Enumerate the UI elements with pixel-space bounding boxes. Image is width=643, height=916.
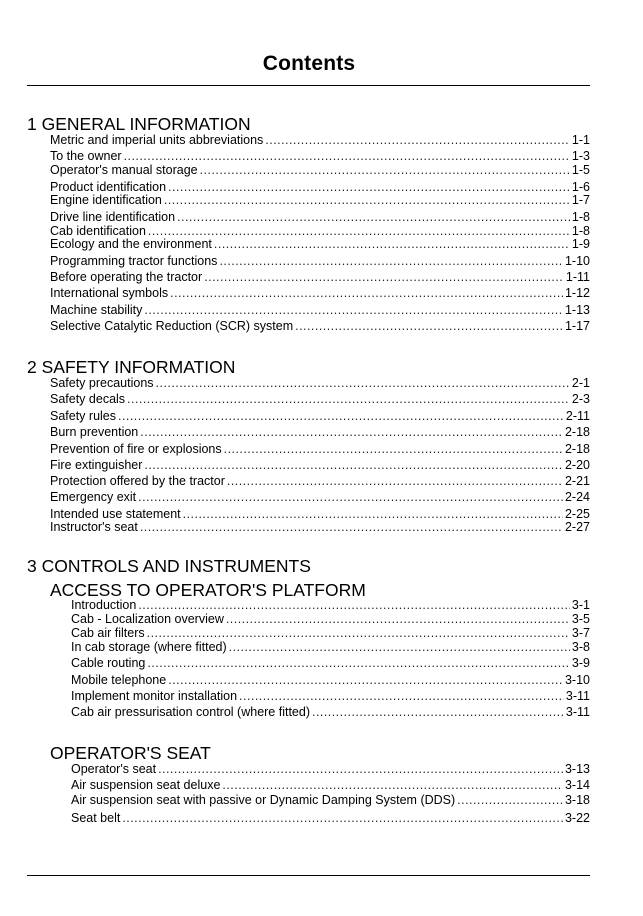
- leader-dots: [144, 458, 563, 472]
- toc-entry-label: Metric and imperial units abbreviations: [50, 133, 264, 147]
- toc-entry[interactable]: [50, 210, 590, 224]
- toc-entry-page: 2-11: [565, 409, 590, 423]
- toc-entry-page: 1-7: [571, 193, 590, 207]
- toc-entry-page: 3-18: [564, 793, 590, 807]
- toc-entry-page: 2-25: [564, 507, 590, 521]
- toc-entry[interactable]: [50, 133, 590, 147]
- toc-entry-label: Safety rules: [50, 409, 117, 423]
- toc-entry-page: 3-1: [571, 598, 590, 612]
- leader-dots: [138, 598, 570, 612]
- toc-entry[interactable]: [71, 598, 590, 612]
- toc-entry-label: Fire extinguisher: [50, 458, 143, 472]
- leader-dots: [147, 656, 570, 670]
- leader-dots: [219, 254, 563, 268]
- toc-entry-page: 1-17: [564, 319, 590, 333]
- leader-dots: [224, 442, 563, 456]
- leader-dots: [214, 237, 570, 251]
- toc-entry-label: Burn prevention: [50, 425, 139, 439]
- leader-dots: [144, 303, 563, 317]
- toc-entry[interactable]: [50, 286, 590, 300]
- toc-entry-page: 1-3: [571, 149, 590, 163]
- toc-entry-page: 1-8: [571, 210, 590, 224]
- toc-entry[interactable]: [71, 612, 590, 626]
- toc-entry[interactable]: [71, 793, 590, 807]
- toc-entry-label: To the owner: [50, 149, 122, 163]
- toc-entry[interactable]: [50, 376, 590, 390]
- toc-entry-page: 3-8: [571, 640, 590, 654]
- toc-entry-page: 1-6: [571, 180, 590, 194]
- leader-dots: [295, 319, 563, 333]
- toc-entry-label: Operator's seat: [71, 762, 157, 776]
- toc-entry-page: 3-13: [564, 762, 590, 776]
- leader-dots: [127, 392, 570, 406]
- toc-entry-label: Selective Catalytic Reduction (SCR) system: [50, 319, 294, 333]
- leader-dots: [312, 705, 564, 719]
- toc-entry-label: Engine identification: [50, 193, 162, 207]
- toc-entry-page: 1-1: [571, 133, 590, 147]
- leader-dots: [164, 193, 570, 207]
- toc-entry-label: International symbols: [50, 286, 169, 300]
- leader-dots: [457, 793, 563, 807]
- toc-entry[interactable]: [71, 689, 590, 703]
- toc-entry-page: 3-11: [565, 689, 590, 703]
- toc-entry-page: 1-8: [571, 224, 590, 238]
- toc-entry-page: 3-9: [571, 656, 590, 670]
- leader-dots: [140, 520, 563, 534]
- toc-entry-label: Emergency exit: [50, 490, 137, 504]
- subsection-heading-operators-seat: OPERATOR'S SEAT: [50, 743, 211, 763]
- page-title: Contents: [262, 52, 356, 75]
- toc-entry-page: 2-24: [564, 490, 590, 504]
- toc-entry[interactable]: [50, 224, 590, 238]
- toc-entry-label: Cable routing: [71, 656, 146, 670]
- toc-entry[interactable]: [50, 270, 590, 284]
- leader-dots: [122, 811, 563, 825]
- toc-entry-label: Cab - Localization overview: [71, 612, 224, 626]
- toc-entry-page: 2-18: [564, 425, 590, 439]
- toc-entry[interactable]: [71, 762, 590, 776]
- leader-dots: [148, 224, 570, 238]
- subsection-heading-access-to-operators-platform: ACCESS TO OPERATOR'S PLATFORM: [50, 580, 366, 600]
- toc-entry-label: Protection offered by the tractor: [50, 474, 225, 488]
- toc-entry-page: 1-10: [564, 254, 590, 268]
- toc-entry-label: Introduction: [71, 598, 137, 612]
- leader-dots: [158, 762, 563, 776]
- toc-entry-page: 2-1: [571, 376, 590, 390]
- toc-entry-label: Before operating the tractor: [50, 270, 203, 284]
- toc-entry-label: Cab air pressurisation control (where fitted): [71, 705, 310, 719]
- toc-entry-page: 3-7: [571, 626, 590, 640]
- toc-entry[interactable]: [71, 673, 590, 687]
- toc-entry-page: 3-10: [564, 673, 590, 687]
- toc-entry[interactable]: [50, 163, 590, 177]
- toc-entry[interactable]: [71, 705, 590, 719]
- toc-entry-label: Programming tractor functions: [50, 254, 218, 268]
- toc-entry-label: Cab air filters: [71, 626, 145, 640]
- leader-dots: [118, 409, 564, 423]
- toc-entry-page: 1-12: [564, 286, 590, 300]
- leader-dots: [147, 626, 570, 640]
- section-heading-general-information: 1 GENERAL INFORMATION: [27, 114, 251, 134]
- toc-entry[interactable]: [50, 193, 590, 207]
- toc-entry-page: 3-5: [571, 612, 590, 626]
- leader-dots: [170, 286, 563, 300]
- toc-entry-label: Safety precautions: [50, 376, 154, 390]
- toc-entry-label: In cab storage (where fitted): [71, 640, 227, 654]
- section-heading-safety-information: 2 SAFETY INFORMATION: [27, 357, 236, 377]
- header-rule: [27, 85, 590, 86]
- toc-entry-label: Product identification: [50, 180, 167, 194]
- toc-entry[interactable]: [71, 626, 590, 640]
- leader-dots: [226, 612, 570, 626]
- toc-entry-page: 1-9: [571, 237, 590, 251]
- leader-dots: [227, 474, 563, 488]
- toc-entry-page: 2-3: [571, 392, 590, 406]
- toc-entry-page: 3-22: [564, 811, 590, 825]
- toc-entry[interactable]: [50, 520, 590, 534]
- toc-entry-label: Ecology and the environment: [50, 237, 212, 251]
- leader-dots: [156, 376, 570, 390]
- toc-entry-page: 2-27: [564, 520, 590, 534]
- leader-dots: [200, 163, 570, 177]
- toc-entry-label: Instructor's seat: [50, 520, 138, 534]
- toc-entry-label: Drive line identification: [50, 210, 176, 224]
- toc-entry-label: Seat belt: [71, 811, 121, 825]
- toc-entry[interactable]: [50, 474, 590, 488]
- leader-dots: [239, 689, 564, 703]
- leader-dots: [168, 180, 570, 194]
- toc-entry[interactable]: [50, 458, 590, 472]
- toc-entry-label: Safety decals: [50, 392, 126, 406]
- toc-entry-page: 1-11: [565, 270, 590, 284]
- toc-entry-page: 2-18: [564, 442, 590, 456]
- leader-dots: [124, 149, 570, 163]
- toc-entry[interactable]: [71, 656, 590, 670]
- toc-entry-label: Cab identification: [50, 224, 146, 238]
- leader-dots: [222, 778, 563, 792]
- toc-entry[interactable]: [50, 180, 590, 194]
- toc-entry[interactable]: [50, 409, 590, 423]
- toc-entry[interactable]: [50, 149, 590, 163]
- toc-entry[interactable]: [50, 507, 590, 521]
- toc-entry-label: Machine stability: [50, 303, 143, 317]
- toc-entry[interactable]: [50, 319, 590, 333]
- toc-entry[interactable]: [50, 425, 590, 439]
- toc-entry-label: Intended use statement: [50, 507, 181, 521]
- toc-entry[interactable]: [71, 778, 590, 792]
- leader-dots: [140, 425, 563, 439]
- toc-entry[interactable]: [50, 254, 590, 268]
- leader-dots: [168, 673, 563, 687]
- leader-dots: [265, 133, 570, 147]
- footer-rule: [27, 875, 590, 876]
- toc-entry-page: 1-5: [571, 163, 590, 177]
- toc-entry-page: 3-11: [565, 705, 590, 719]
- toc-entry-label: Air suspension seat deluxe: [71, 778, 221, 792]
- toc-entry[interactable]: [50, 442, 590, 456]
- toc-entry-label: Mobile telephone: [71, 673, 167, 687]
- section-heading-controls-and-instruments: 3 CONTROLS AND INSTRUMENTS: [27, 556, 311, 576]
- toc-entry[interactable]: [50, 490, 590, 504]
- toc-entry-page: 2-20: [564, 458, 590, 472]
- toc-entry-label: Air suspension seat with passive or Dynamic Damping System (DDS): [71, 793, 456, 807]
- leader-dots: [204, 270, 564, 284]
- toc-entry-page: 3-14: [564, 778, 590, 792]
- leader-dots: [183, 507, 563, 521]
- toc-entry-page: 1-13: [564, 303, 590, 317]
- toc-entry[interactable]: [71, 640, 590, 654]
- toc-entry-label: Implement monitor installation: [71, 689, 238, 703]
- toc-entry-label: Prevention of fire or explosions: [50, 442, 222, 456]
- toc-entry[interactable]: [50, 237, 590, 251]
- toc-entry[interactable]: [50, 392, 590, 406]
- toc-entry-page: 2-21: [564, 474, 590, 488]
- leader-dots: [177, 210, 570, 224]
- toc-entry[interactable]: [71, 811, 590, 825]
- toc-entry-label: Operator's manual storage: [50, 163, 198, 177]
- toc-entry[interactable]: [50, 303, 590, 317]
- leader-dots: [229, 640, 570, 654]
- leader-dots: [138, 490, 563, 504]
